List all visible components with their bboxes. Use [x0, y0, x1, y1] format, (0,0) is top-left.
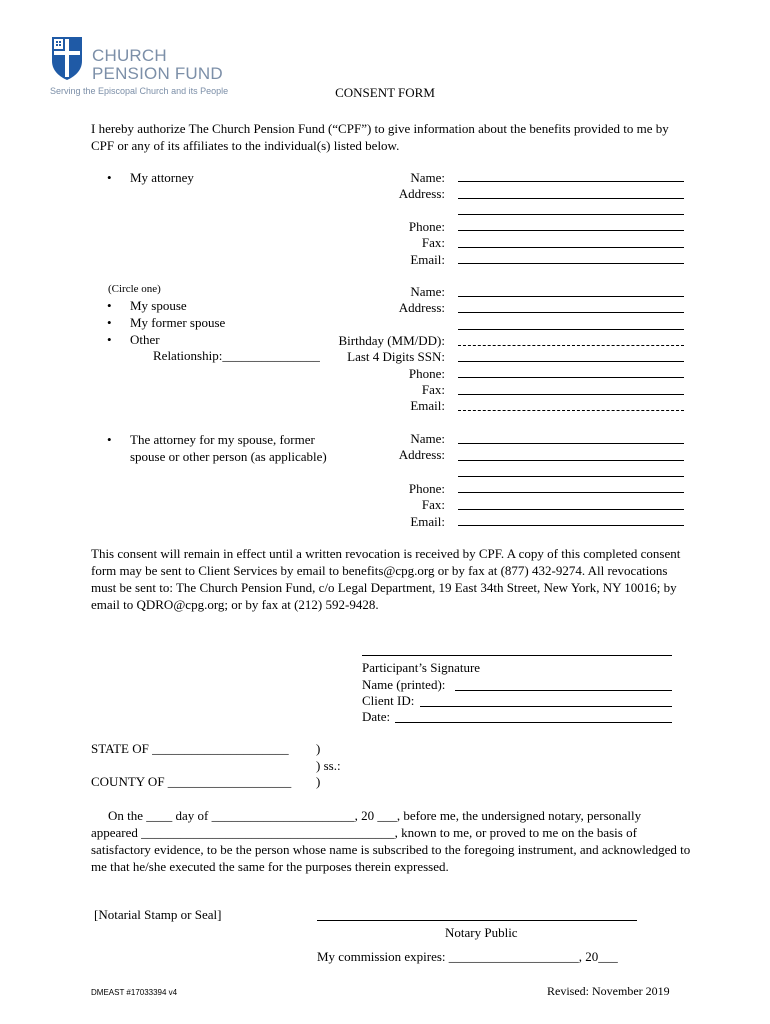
logo-tagline: Serving the Episcopal Church and its People — [50, 86, 229, 96]
s1-name-label: Name: — [410, 170, 445, 185]
option-my-former-spouse[interactable]: • My former spouse — [130, 315, 225, 331]
option-my-attorney: • My attorney — [130, 170, 194, 186]
s1-fax-label: Fax: — [421, 235, 445, 250]
client-id-label: Client ID: — [362, 693, 415, 708]
s2-fax-field[interactable] — [458, 394, 684, 395]
circle-one-note: (Circle one) — [108, 283, 161, 295]
s3-email-field[interactable] — [458, 525, 684, 526]
logo-wordmark — [92, 47, 223, 83]
s3-address-label: Address: — [398, 447, 445, 462]
county-of-field[interactable]: COUNTY OF ___________________ — [91, 774, 292, 789]
date-field[interactable] — [395, 722, 672, 723]
s3-phone-field[interactable] — [458, 492, 684, 493]
date-label: Date: — [362, 709, 391, 724]
s1-fax-field[interactable] — [458, 247, 684, 248]
s2-address-field-1[interactable] — [458, 312, 684, 313]
s2-phone-field[interactable] — [458, 377, 684, 378]
bracket-bottom: ) — [316, 774, 321, 789]
s2-email-label: Email: — [410, 398, 445, 413]
s2-email-field[interactable] — [458, 410, 684, 411]
state-of-field[interactable]: STATE OF _____________________ — [91, 741, 289, 756]
ss-label: ) ss.: — [316, 758, 341, 773]
s2-ssn-label: Last 4 Digits SSN: — [347, 349, 445, 364]
participant-signature-label: Participant’s Signature — [362, 660, 481, 675]
s3-phone-label: Phone: — [408, 481, 445, 496]
notary-signature-field[interactable] — [317, 920, 637, 921]
s1-address-field-2[interactable] — [458, 214, 684, 215]
revised-date: Revised: November 2019 — [547, 984, 670, 998]
commission-expires-field[interactable]: My commission expires: ____________________, 20___ — [317, 949, 618, 964]
s1-phone-label: Phone: — [408, 219, 445, 234]
s3-name-field[interactable] — [458, 443, 684, 444]
s2-birthday-field[interactable] — [458, 345, 684, 346]
s3-address-field-2[interactable] — [458, 476, 684, 477]
document-id: DMEAST #17033394 v4 — [91, 988, 178, 997]
bracket-top: ) — [316, 741, 321, 756]
s1-name-field[interactable] — [458, 181, 684, 182]
participant-signature-field[interactable] — [362, 655, 672, 656]
s1-email-field[interactable] — [458, 263, 684, 264]
s2-birthday-label: Birthday (MM/DD): — [338, 333, 445, 348]
client-id-field[interactable] — [420, 706, 672, 707]
notary-public-label: Notary Public — [445, 925, 518, 940]
form-title: CONSENT FORM — [335, 85, 435, 100]
s1-address-label: Address: — [398, 186, 445, 201]
s2-phone-label: Phone: — [408, 366, 445, 381]
option-other[interactable]: • Other — [130, 332, 160, 348]
s3-address-field-1[interactable] — [458, 460, 684, 461]
option-spouse-attorney: • The attorney for my spouse, former spouse or other person (as applicable) — [130, 431, 330, 465]
s3-email-label: Email: — [410, 514, 445, 529]
name-printed-label: Name (printed): — [362, 677, 446, 692]
logo-line-2: PENSION FUND — [92, 64, 223, 83]
s3-fax-field[interactable] — [458, 509, 684, 510]
s2-ssn-field[interactable] — [458, 361, 684, 362]
s1-address-field-1[interactable] — [458, 198, 684, 199]
s2-fax-label: Fax: — [421, 382, 445, 397]
notarial-stamp-label: [Notarial Stamp or Seal] — [94, 907, 222, 922]
s3-fax-label: Fax: — [421, 497, 445, 512]
s1-phone-field[interactable] — [458, 230, 684, 231]
relationship-field[interactable]: Relationship:_______________ — [153, 348, 320, 363]
s1-email-label: Email: — [410, 252, 445, 267]
logo-line-1: CHURCH — [92, 46, 167, 65]
intro-paragraph: I hereby authorize The Church Pension Fund (“CPF”) to give information about the benefits provided to me by CPF or any of its affiliates to the individual(s) listed below. — [91, 121, 669, 153]
name-printed-field[interactable] — [455, 690, 672, 691]
s2-name-field[interactable] — [458, 296, 684, 297]
s3-name-label: Name: — [410, 431, 445, 446]
s2-address-field-2[interactable] — [458, 329, 684, 330]
notary-paragraph: On the ____ day of ______________________, 20 ___, before me, the undersigned notary, personally appeared _______________________________________, known to me, or proved to me on the basis of satisfactory evidence, to be the person whose name is subscribed to the foregoing instrument, and acknowledged to me that he/she executed the same for the purposes therein expressed. — [91, 808, 691, 874]
s2-name-label: Name: — [410, 284, 445, 299]
revocation-paragraph: This consent will remain in effect until a written revocation is received by CPF. A copy of this completed consent form may be sent to Client Services by email to benefits@cpg.org or by fax at (877) 432-9274. All revocations must be sent to: The Church Pension Fund, c/o Legal Department, 19 East 34th Street, New York, NY 10016; by email to QDRO@cpg.org; or by fax at (212) 592-9428. — [91, 546, 681, 612]
option-my-spouse[interactable]: • My spouse — [130, 298, 187, 314]
church-pension-fund-logo-icon — [50, 35, 84, 81]
s2-address-label: Address: — [398, 300, 445, 315]
